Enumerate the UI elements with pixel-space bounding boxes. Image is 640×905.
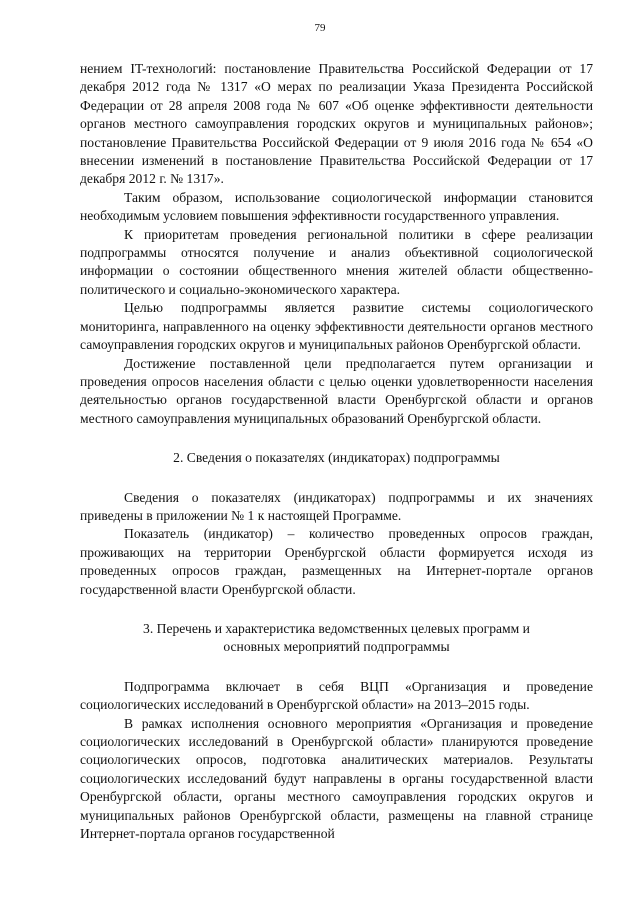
section-2-paragraph-2: Показатель (индикатор) – количество проведенных опросов граждан, проживающих на территории Оренбургской области формируется исходя из проведенных опросов граждан, размещенных на Интернет-портале органов государственной власти Оренбургской области. <box>80 526 593 597</box>
paragraph-3: К приоритетам проведения региональной политики в сфере реализации подпрограммы относятся получение и анализ объективной социологической информации о состоянии общественного мнения жителей области общественно-политического и социально-экономического характера. <box>80 226 593 297</box>
spacer <box>80 468 593 489</box>
section-3-paragraph-2: В рамках исполнения основного мероприятия «Организация и проведение социологических исследований в Оренбургской области» планируются проведение социологических опросов, подготовка аналитических материалов. Результаты социологических исследований будут направлены в органы государственной власти Оренбургской области, органы местного самоуправления городских округов и муниципальных районов Оренбургской области, размещены на главной странице Интернет-портала органов государственной <box>80 715 593 842</box>
section-2-heading: 2. Сведения о показателях (индикаторах) подпрограммы <box>173 450 500 466</box>
section-3-paragraph-1: Подпрограмма включает в себя ВЦП «Организация и проведение социологических исследований в Оренбургской области» на 2013–2015 годы. <box>80 678 593 713</box>
paragraph-1: нением IT-технологий: постановление Правительства Российской Федерации от 17 декабря 2012 года № 1317 «О мерах по реализации Указа Президента Российской Федерации от 28 апреля 2008 года № 607 «Об оценке эффективности деятельности органов местного самоуправления городских округов и муниципальных районов»; постановление Правительства Российской Федерации от 9 июля 2016 года № 654 «О внесении изменений в постановление Правительства Российской Федерации от 17 декабря 2012 г. № 1317». <box>80 61 593 187</box>
page-body <box>80 60 593 843</box>
section-3-heading-line-2: основных мероприятий подпрограммы <box>223 639 450 655</box>
page-number: 79 <box>314 22 326 34</box>
section-2-paragraph-1: Сведения о показателях (индикаторах) подпрограммы и их значениях приведены в приложении № 1 к настоящей Программе. <box>80 489 593 523</box>
paragraph-2: Таким образом, использование социологической информации становится необходимым условием повышения эффективности государственного управления. <box>80 189 593 224</box>
section-3-heading-line-1: 3. Перечень и характеристика ведомственных целевых программ и <box>143 620 530 636</box>
spacer <box>80 657 593 678</box>
paragraph-4: Целью подпрограммы является развитие системы социологического мониторинга, направленного на оценку эффективности деятельности органов местного самоуправления городских округов и муниципальных районов Оренбургской области. <box>80 300 593 353</box>
spacer <box>80 428 593 449</box>
spacer <box>80 599 593 620</box>
paragraph-5: Достижение поставленной цели предполагается путем организации и проведения опросов населения области с целью оценки удовлетворенности населения деятельностью органов государственной власти Оренбургской области и органов местного самоуправления муниципальных образований Оренбургской области. <box>80 355 593 426</box>
